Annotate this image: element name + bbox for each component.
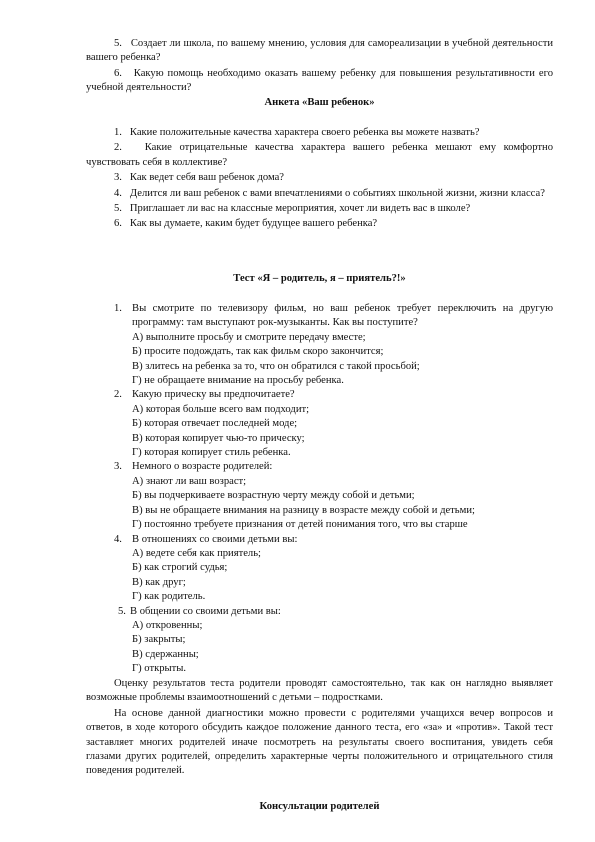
answer-option: Б) просите подождать, так как фильм скоро закончится; (132, 346, 384, 358)
item-number: 5. (114, 38, 122, 49)
item-text: Какие положительные качества характера своего ребенка вы можете назвать? (129, 127, 480, 138)
list-item (86, 126, 553, 140)
answer-option: Б) как строгий судья; (132, 562, 228, 574)
continuation-list (86, 37, 553, 96)
item-text: Какую помощь необходимо оказать вашему ребенку для повышения результативности его учебной деятельности? (86, 67, 553, 94)
question (86, 605, 553, 677)
item-number: 1. (114, 127, 122, 138)
question-number: 5. (118, 605, 126, 617)
question-number: 1. (114, 303, 122, 314)
item-text: Какие отрицательные качества характера вашего ребенка мешают ему комфортно чувствовать себя в коллективе? (86, 142, 553, 168)
paragraph: Оценку результатов теста родители проводят самостоятельно, так как он наглядно выявляет возможные проблемы взаимоотношений с детьми – подростками. (86, 678, 553, 704)
answer-option: В) которая копирует чью-то прическу; (132, 432, 305, 444)
answer-option: В) вы не обращаете внимания на разницу в возрасте между собой и детьми; (132, 504, 475, 516)
answer-option: В) злитесь на ребенка за то, что он обратился с такой просьбой; (132, 360, 420, 372)
list-item (86, 37, 553, 66)
answer-option: Г) не обращаете внимание на просьбу ребенка. (132, 375, 344, 387)
list-item (86, 141, 553, 170)
answer-option: Г) как родитель. (132, 591, 206, 603)
question-text: Вы смотрите по телевизору фильм, но ваш ребенок требует переключить на другую программу: там выступают рок-музыканты. Как вы поступите? (132, 303, 553, 329)
question-text: В отношениях со своими детьми вы: (132, 533, 298, 545)
item-text: Как вы думаете, каким будет будущее вашего ребенка? (129, 218, 378, 230)
answer-option: Г) которая копирует стиль ребенка. (132, 447, 291, 459)
answer-option: Б) которая отвечает последней моде; (132, 418, 298, 430)
question (86, 533, 553, 605)
question (86, 460, 553, 532)
item-number: 6. (114, 218, 122, 230)
answer-option: В) сдержанны; (132, 648, 199, 660)
item-number: 4. (114, 187, 122, 199)
question (86, 388, 553, 460)
list-item (86, 202, 553, 216)
list-item (86, 217, 553, 231)
answer-option: А) выполните просьбу и смотрите передачу вместе; (132, 331, 366, 343)
item-number: 3. (114, 172, 122, 184)
question-number: 2. (114, 389, 122, 401)
answer-option: А) которая больше всего вам подходит; (132, 403, 310, 415)
question-number: 4. (114, 533, 122, 545)
survey-list (86, 126, 553, 232)
test-questions (86, 302, 553, 677)
item-text: Как ведет себя ваш ребенок дома? (129, 172, 284, 184)
item-number: 5. (114, 203, 122, 215)
paragraph: На основе данной диагностики можно провести с родителями учащихся вечер вопросов и ответов, в ходе которого обсудить каждое положение данного теста, его «за» и «против». Такой тест заставляет многих родителей иначе посмотреть на результаты своего воспитания, увидеть себя глазами других родителей, определить характерные черты положительного и отрицательного стиля поведения родителей. (86, 707, 553, 777)
answer-option: Б) закрыты; (132, 634, 186, 646)
survey-title: Анкета «Ваш ребенок» (264, 97, 375, 108)
item-number: 2. (114, 142, 122, 154)
question-text: Немного о возрасте родителей: (132, 461, 273, 473)
conclusion (86, 677, 553, 779)
item-text: Приглашает ли вас на классные мероприятия, хочет ли видеть вас в школе? (129, 203, 471, 215)
answer-option: Г) открыты. (132, 663, 187, 675)
question-text: В общении со своими детьми вы: (130, 605, 281, 617)
item-text: Создает ли школа, по вашему мнению, условия для самореализации в учебной деятельности вашего ребенка? (86, 38, 553, 64)
list-item (86, 171, 553, 185)
question-number: 3. (114, 461, 122, 473)
answer-option: Г) постоянно требуете признания от детей понимания того, что вы старше (132, 519, 468, 531)
answer-option: А) знают ли ваш возраст; (132, 475, 247, 487)
question (86, 302, 553, 388)
test-title: Тест «Я – родитель, я – приятель?!» (233, 273, 406, 284)
list-item (86, 67, 553, 96)
list-item (86, 187, 553, 201)
question-text: Какую прическу вы предпочитаете? (132, 389, 295, 401)
section-heading: Консультации родителей (259, 801, 380, 812)
answer-option: Б) вы подчеркиваете возрастную черту между собой и детьми; (132, 490, 415, 502)
answer-option: А) ведете себя как приятель; (132, 547, 261, 559)
item-text: Делится ли ваш ребенок с вами впечатлениями о событиях школьной жизни, жизни класса? (129, 187, 545, 199)
item-number: 6. (114, 67, 122, 79)
answer-option: В) как друг; (132, 576, 186, 588)
answer-option: А) откровенны; (132, 619, 203, 631)
